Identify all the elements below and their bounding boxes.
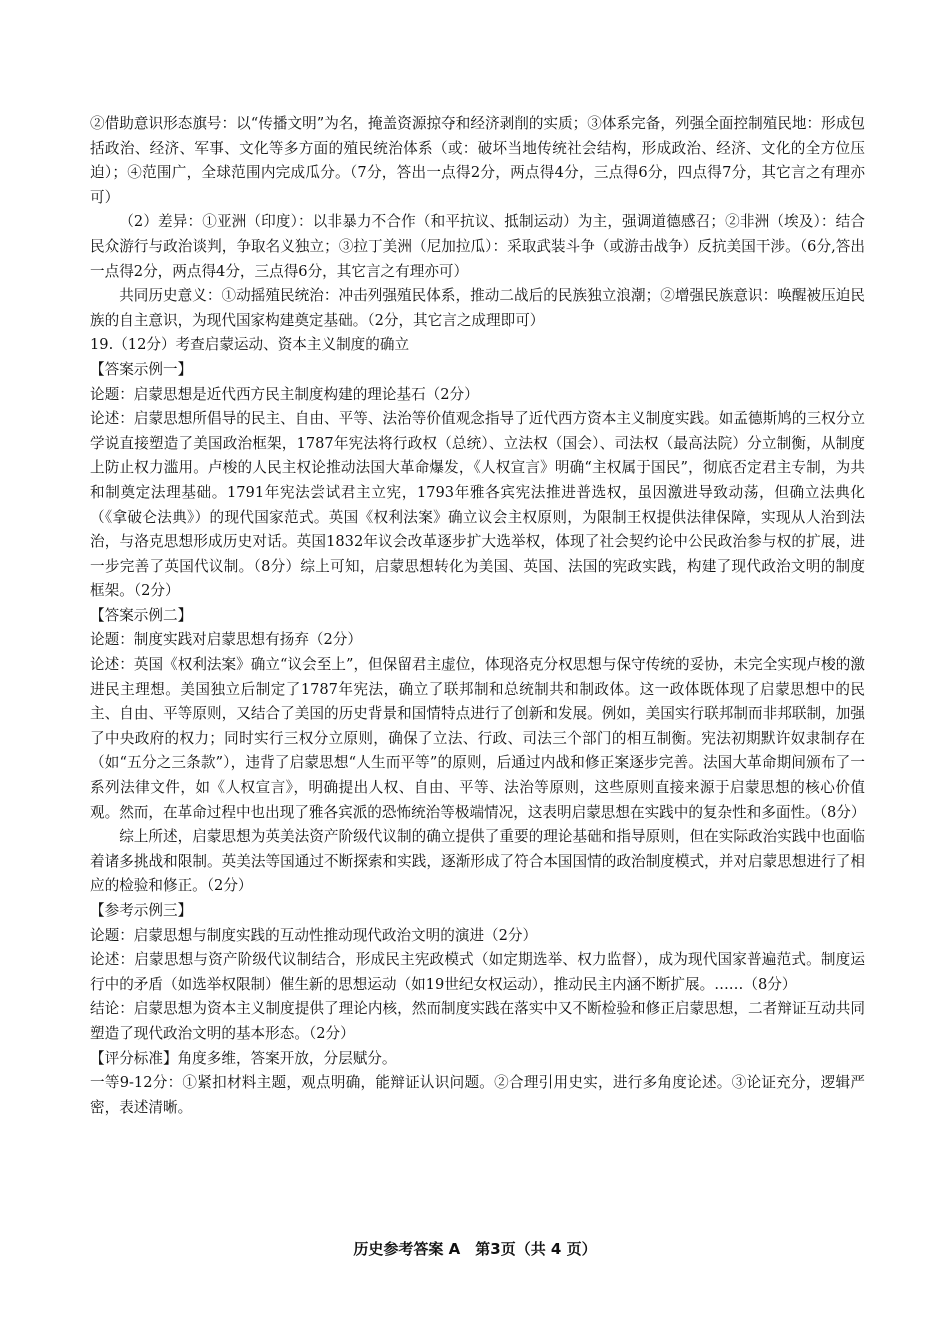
example-three-argument: 论述：启蒙思想与资产阶级代议制结合，形成民主宪政模式（如定期选举、权力监督），成为现代国家普遍范式。制度运行中的矛盾（如选举权限制）催生新的思想运动（如19世纪女权运动），推动民主内涵不断扩展。……（8分） (90, 951, 865, 993)
q18-part1-continued: ②借助意识形态旗号：以“传播文明”为名，掩盖资源掠夺和经济剥削的实质；③体系完备，列强全面控制殖民地：形成包括政治、经济、军事、文化等多方面的殖民统治体系（或：破坏当地传统社会结构，形成政治、经济、文化的全方位压迫）；④范围广，全球范围内完成瓜分。（7分，答出一点得2分，两点得4分，三点得6分，四点得7分，其它言之有理亦可） (90, 115, 865, 206)
example-two-thesis: 论题：制度实践对启蒙思想有扬弃（2分） (90, 631, 362, 649)
example-two-conclusion: 综上所述，启蒙思想为英美法资产阶级代议制的确立提供了重要的理论基础和指导原则，但在实际政治实践中也面临着诸多挑战和限制。英美法等国通过不断探索和实践，逐渐形成了符合本国国情的政治制度模式，并对启蒙思想进行了相应的检验和修正。（2分） (90, 828, 865, 895)
q18-common-significance: 共同历史意义：①动摇殖民统治：冲击列强殖民体系，推动二战后的民族独立浪潮；②增强民族意识：唤醒被压迫民族的自主意识，为现代国家构建奠定基础。（2分，其它言之成理即可） (90, 287, 865, 329)
example-three-heading: 【参考示例三】 (90, 902, 193, 919)
answer-content (90, 112, 865, 1120)
q18-part2-differences: （2）差异：①亚洲（印度）：以非暴力不合作（和平抗议、抵制运动）为主，强调道德感召；②非洲（埃及）：结合民众游行与政治谈判，争取名义独立；③拉丁美洲（尼加拉瓜）：采取武装斗争（或游击战争）反抗美国干涉。（6分,答出一点得2分，两点得4分，三点得6分，其它言之有理亦可） (90, 213, 865, 280)
example-two-argument: 论述：英国《权利法案》确立“议会至上”，但保留君主虚位，体现洛克分权思想与保守传统的妥协，未完全实现卢梭的激进民主理想。美国独立后制定了1787年宪法，确立了联邦制和总统制共和制政体。这一政体既体现了启蒙思想中的民主、自由、平等原则，又结合了美国的历史背景和国情特点进行了创新和发展。例如，美国实行联邦制而非邦联制，加强了中央政府的权力；同时实行三权分立原则，确保了立法、行政、司法三个部门的相互制衡。宪法初期默许奴隶制存在（如“五分之三条款”），违背了启蒙思想“人生而平等”的原则，后通过内战和修正案逐步完善。法国大革命期间颁布了一系列法律文件，如《人权宣言》，明确提出人权、自由、平等、法治等原则，这些原则直接来源于启蒙思想的核心价值观。然而，在革命过程中也出现了雅各宾派的恐怖统治等极端情况，这表明启蒙思想在实践中的复杂性和多面性。（8分） (90, 656, 866, 821)
example-one-heading: 【答案示例一】 (90, 360, 193, 378)
example-three-thesis: 论题：启蒙思想与制度实践的互动性推动现代政治文明的演进（2分） (90, 926, 538, 944)
scoring-criteria: 【评分标准】角度多维，答案开放，分层赋分。 (90, 1049, 397, 1067)
page-footer: 历史参考答案 A 第3页（共 4 页） (353, 1240, 597, 1258)
scoring-tier-one: 一等9-12分：①紧扣材料主题，观点明确，能辩证认识问题。②合理引用史实，进行多角度论述。③论证充分，逻辑严密，表述清晰。 (90, 1074, 865, 1116)
example-one-argument: 论述：启蒙思想所倡导的民主、自由、平等、法治等价值观念指导了近代西方资本主义制度实践。如孟德斯鸠的三权分立学说直接塑造了美国政治框架，1787年宪法将行政权（总统）、立法权（国会）、司法权（最高法院）分立制衡，从制度上防止权力滥用。卢梭的人民主权论推动法国大革命爆发，《人权宣言》明确“主权属于国民”，彻底否定君主专制，为共和制奠定法理基础。1791年宪法尝试君主立宪，1793年雅各宾宪法推进普选权，虽因激进导致动荡，但确立法典化（《拿破仑法典》）的现代国家范式。英国《权利法案》确立议会主权原则，为限制王权提供法律保障，实现从人治到法治，与洛克思想形成历史对话。英国1832年议会改革逐步扩大选举权，体现了社会契约论中公民政治参与权的扩展，进一步完善了英国代议制。（8分）综上可知，启蒙思想转化为美国、英国、法国的宪政实践，构建了现代政治文明的制度框架。（2分） (90, 410, 865, 600)
example-one-thesis: 论题：启蒙思想是近代西方民主制度构建的理论基石（2分） (90, 385, 479, 403)
example-three-conclusion: 结论：启蒙思想为资本主义制度提供了理论内核，然而制度实践在落实中又不断检验和修正启蒙思想，二者辩证互动共同塑造了现代政治文明的基本形态。（2分） (90, 1000, 865, 1042)
q19-heading: 19.（12分）考查启蒙运动、资本主义制度的确立 (90, 336, 410, 354)
example-two-heading: 【答案示例二】 (90, 606, 193, 624)
